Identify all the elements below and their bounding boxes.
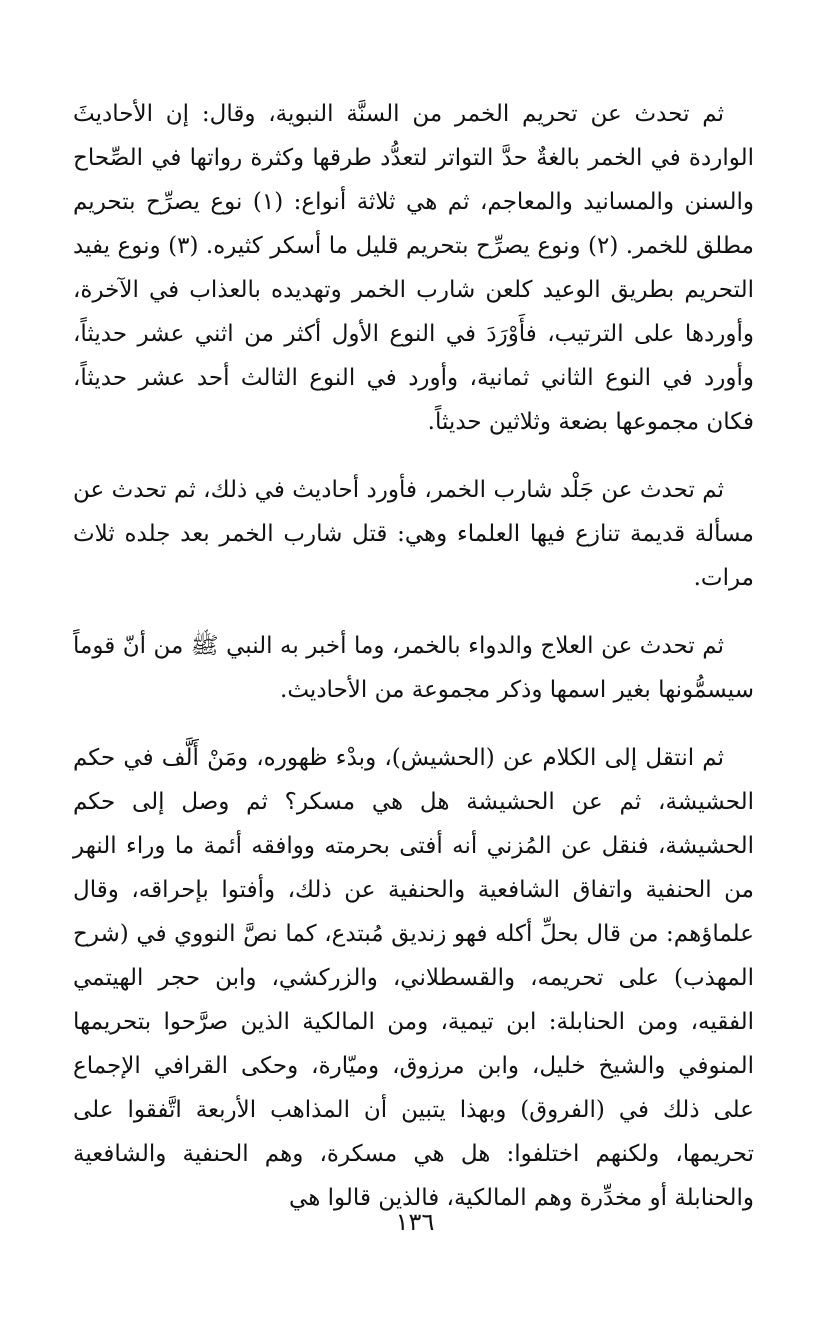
body-text <box>73 92 754 1220</box>
paragraph-jald-sharib: ثم تحدث عن جَلْد شارب الخمر، فأورد أحاديث في ذلك، ثم تحدث عن مسألة قديمة تنازع فيها العلماء وهي: قتل شارب الخمر بعد جلده ثلاث مرات. <box>73 477 754 591</box>
paragraph-khamr-sunnah: ثم تحدث عن تحريم الخمر من السنَّة النبوية، وقال: إن الأحاديثَ الواردة في الخمر بالغةٌ حدَّ التواتر لتعدُّد طرقها وكثرة رواتها في الصِّحاح والسنن والمسانيد والمعاجم، ثم هي ثلاثة أنواع: (١) نوع يصرِّح بتحريم مطلق للخمر. (٢) ونوع يصرِّح بتحريم قليل ما أسكر كثيره. (٣) ونوع يفيد التحريم بطريق الوعيد كلعن شارب الخمر وتهديده بالعذاب في الآخرة، وأوردها على الترتيب، فأَوْرَدَ في النوع الأول أكثر من اثني عشر حديثاً، وأورد في النوع الثاني ثمانية، وأورد في النوع الثالث أحد عشر حديثاً، فكان مجموعها بضعة وثلاثين حديثاً. <box>73 101 754 435</box>
page-number: ١٣٦ <box>395 1208 435 1236</box>
paragraph-ilaj-dawa: ثم تحدث عن العلاج والدواء بالخمر، وما أخبر به النبي ﷺ من أنّ قوماً سيسمُّونها بغير اسمها وذكر مجموعة من الأحاديث. <box>73 633 754 703</box>
paragraph-hashish: ثم انتقل إلى الكلام عن (الحشيش)، وبدْء ظهوره، ومَنْ أَلَّف في حكم الحشيشة، ثم عن الحشيشة هل هي مسكر؟ ثم وصل إلى حكم الحشيشة، فنقل عن المُزني أنه أفتى بحرمته ووافقه أئمة ما وراء النهر من الحنفية واتفاق الشافعية والحنفية عن ذلك، وأفتوا بإحراقه، وقال علماؤهم: من قال بحلِّ أكله فهو زنديق مُبتدع، كما نصَّ النووي في (شرح المهذب) على تحريمه، والقسطلاني، والزركشي، وابن حجر الهيتمي الفقيه، ومن الحنابلة: ابن تيمية، ومن المالكية الذين صرَّحوا بتحريمها المنوفي والشيخ خليل، وابن مرزوق، وميّارة، وحكى القرافي الإجماع على ذلك في (الفروق) وبهذا يتبين أن المذاهب الأربعة اتَّفقوا على تحريمها، ولكنهم اختلفوا: هل هي مسكرة، وهم الحنفية والشافعية والحنابلة أو مخدِّرة وهم المالكية، فالذين قالوا هي <box>73 745 754 1211</box>
